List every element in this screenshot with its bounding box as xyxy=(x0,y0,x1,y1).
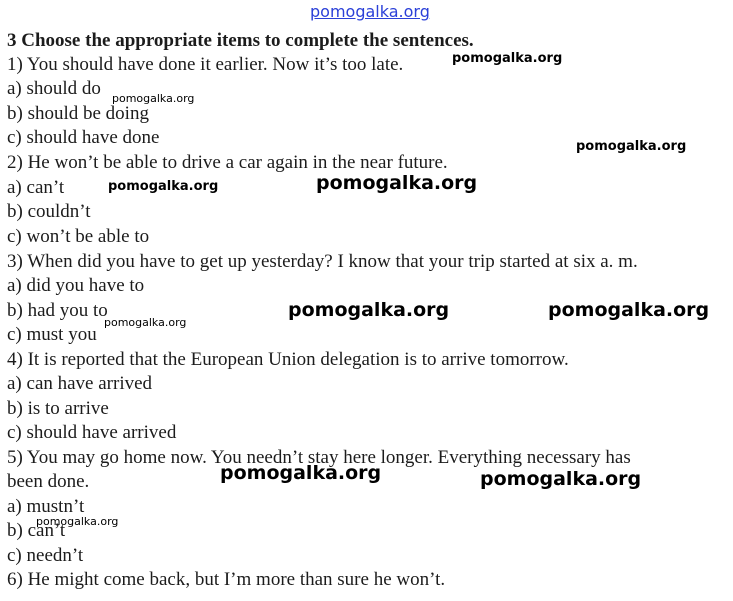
option-1b: b) should be doing xyxy=(7,103,149,124)
option-1a: a) should do xyxy=(7,78,101,99)
watermark: pomogalka.org xyxy=(548,299,710,321)
question-3: 3) When did you have to get up yesterday? I know that your trip started at six a. m. xyxy=(7,251,638,272)
option-4b: b) is to arrive xyxy=(7,398,109,419)
watermark: pomogalka.org xyxy=(112,92,195,105)
exercise-heading: 3 Choose the appropriate items to complete the sentences. xyxy=(7,30,474,51)
option-3b: b) had you to xyxy=(7,300,108,321)
option-2b: b) couldn’t xyxy=(7,201,91,222)
watermark: pomogalka.org xyxy=(480,468,642,490)
watermark: pomogalka.org xyxy=(576,139,687,154)
site-watermark-header: pomogalka.org xyxy=(310,2,430,21)
watermark: pomogalka.org xyxy=(108,179,219,194)
watermark: pomogalka.org xyxy=(452,51,563,66)
option-4a: a) can have arrived xyxy=(7,373,153,394)
question-1: 1) You should have done it earlier. Now it’s too late. xyxy=(7,54,404,75)
option-4c: c) should have arrived xyxy=(7,422,177,443)
question-2: 2) He won’t be able to drive a car again in the near future. xyxy=(7,152,448,173)
watermark: pomogalka.org xyxy=(316,172,478,194)
option-2c: c) won’t be able to xyxy=(7,226,150,247)
option-5b: b) can’t xyxy=(7,520,66,541)
option-5a: a) mustn’t xyxy=(7,496,85,517)
watermark: pomogalka.org xyxy=(220,462,382,484)
option-5c: c) needn’t xyxy=(7,545,84,566)
watermark: pomogalka.org xyxy=(288,299,450,321)
option-3a: a) did you have to xyxy=(7,275,145,296)
question-5-continued: been done. xyxy=(7,471,90,492)
watermark: pomogalka.org xyxy=(104,316,187,329)
watermark: pomogalka.org xyxy=(36,515,119,528)
option-3c: c) must you xyxy=(7,324,97,345)
option-1c: c) should have done xyxy=(7,127,160,148)
question-4: 4) It is reported that the European Union delegation is to arrive tomorrow. xyxy=(7,349,569,370)
question-5: 5) You may go home now. You needn’t stay here longer. Everything necessary has xyxy=(7,447,631,468)
option-2a: a) can’t xyxy=(7,177,65,198)
question-6: 6) He might come back, but I’m more than sure he won’t. xyxy=(7,569,446,590)
